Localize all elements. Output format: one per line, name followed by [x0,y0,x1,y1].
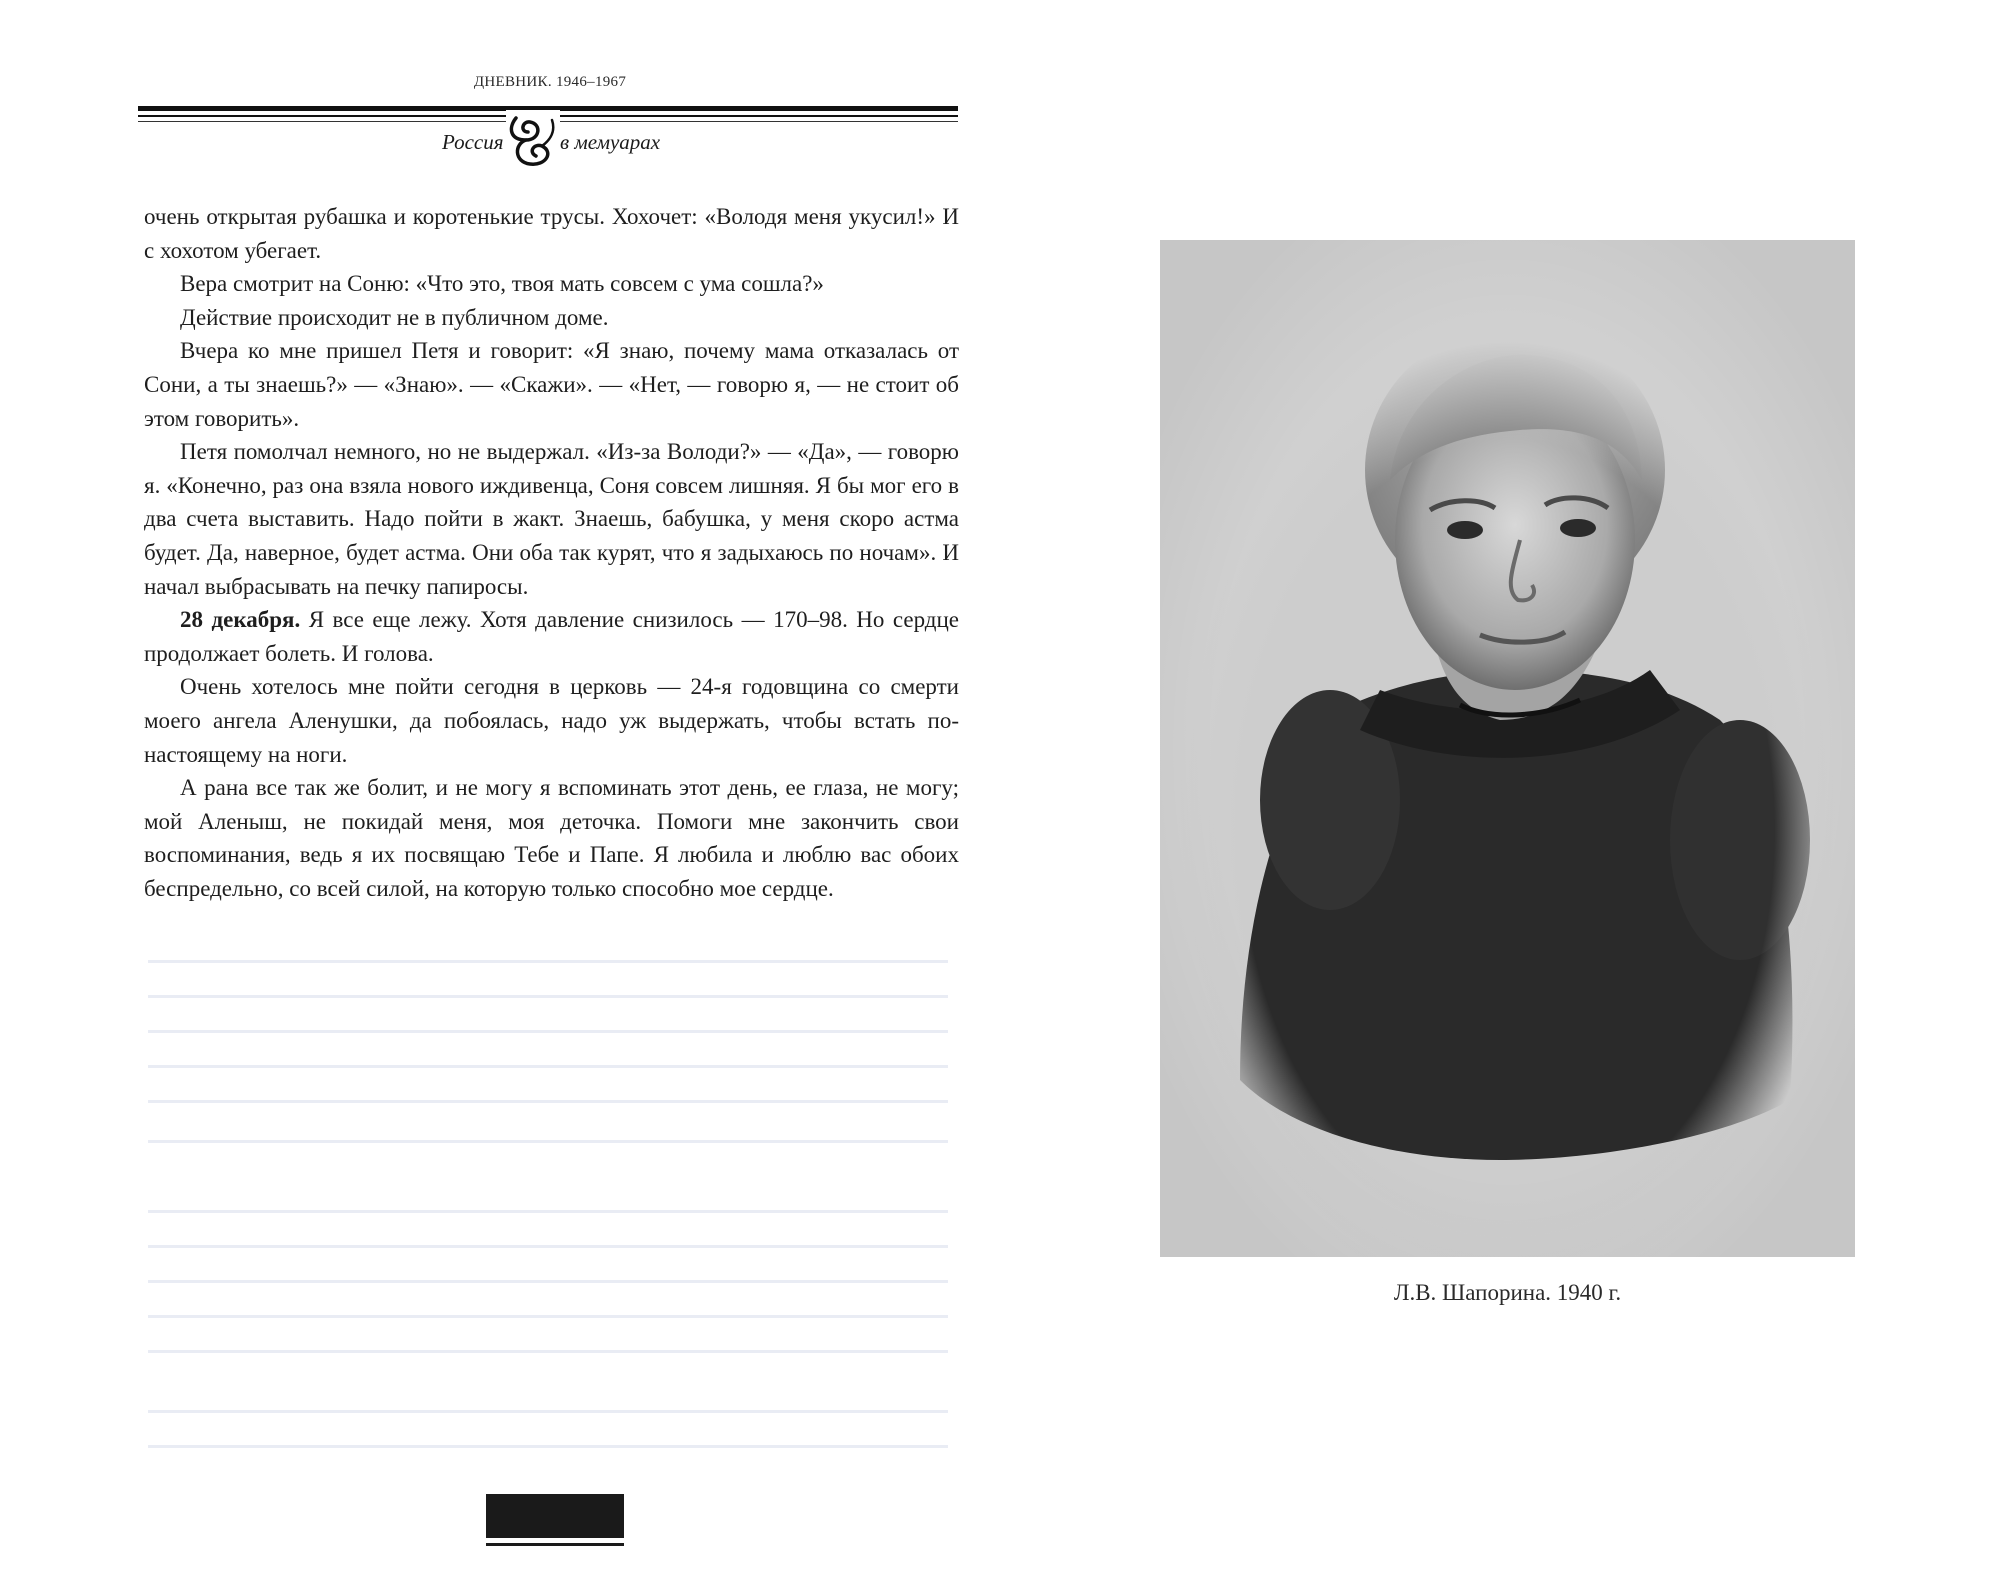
photo-caption: Л.В. Шапорина. 1940 г. [1393,1280,1622,1305]
show-through-line [148,1280,948,1283]
paragraph-1: очень открытая рубашка и коротенькие трусы. Хохочет: «Володя меня укусил!» И с хохотом убегает. [144,204,959,263]
series-title-right: в мемуарах [560,130,661,154]
show-through-line [148,960,948,963]
paragraph-4: Вчера ко мне пришел Петя и говорит: «Я знаю, почему мама отказалась от Сони, а ты знаешь?» — «Знаю». — «Скажи». — «Нет, — говорю я, — не стоит об этом говорить». [144,338,959,431]
series-logo-icon [506,110,560,172]
diary-text [144,200,959,905]
show-through-line [148,1030,948,1033]
show-through-line [148,1245,948,1248]
paragraph-6 [144,603,959,670]
paragraph-5: Петя помолчал немного, но не выдержал. «Из-за Володи?» — «Да», — говорю я. «Конечно, раз она взяла нового иждивенца, Соня совсем лишняя. Я бы мог его в два счета выставить. Надо пойти в жакт. Знаешь, бабушка, у меня скоро астма будет. Да, наверное, будет астма. Они оба так курят, что я задыхаюсь по ночам». И начал выбрасывать на печку папиросы. [144,439,959,599]
show-through-line [148,1100,948,1103]
paragraph-7: Очень хотелось мне пойти сегодня в церковь — 24-я годовщина со смерти моего ангела Аленушки, да побоялась, надо уж выдержать, чтобы встать по-настоящему на ноги. [144,674,959,767]
running-head: ДНЕВНИК. 1946–1967 [473,74,627,90]
show-through-line [148,1350,948,1353]
show-through-line [148,1315,948,1318]
portrait-photo [1160,240,1855,1257]
entry-text: Я все еще лежу. Хотя давление снизилось — 170–98. Но сердце продолжает болеть. И голова. [144,607,959,666]
paragraph-8: А рана все так же болит, и не могу я вспоминать этот день, ее глаза, не могу; мой Аленыш, не покидай меня, моя деточка. Помоги мне закончить свои воспоминания, ведь я их посвящаю Тебе и Папе. Я любила и люблю вас обоих беспредельно, со всей силой, на которую только способно мое сердце. [144,775,959,901]
page-number-rule [486,1543,624,1546]
show-through-line [148,1410,948,1413]
show-through-line [148,995,948,998]
show-through-line [148,1140,948,1143]
show-through-line [148,1210,948,1213]
show-through-line [148,1445,948,1448]
left-page [0,0,990,1589]
series-title-left: Россия [442,130,504,154]
paragraph-2: Вера смотрит на Соню: «Что это, твоя мать совсем с ума сошла?» [180,271,824,297]
entry-date: 28 декабря. [180,607,301,633]
paragraph-3: Действие происходит не в публичном доме. [180,304,609,330]
show-through-line [148,1065,948,1068]
page-number-block [486,1494,624,1538]
